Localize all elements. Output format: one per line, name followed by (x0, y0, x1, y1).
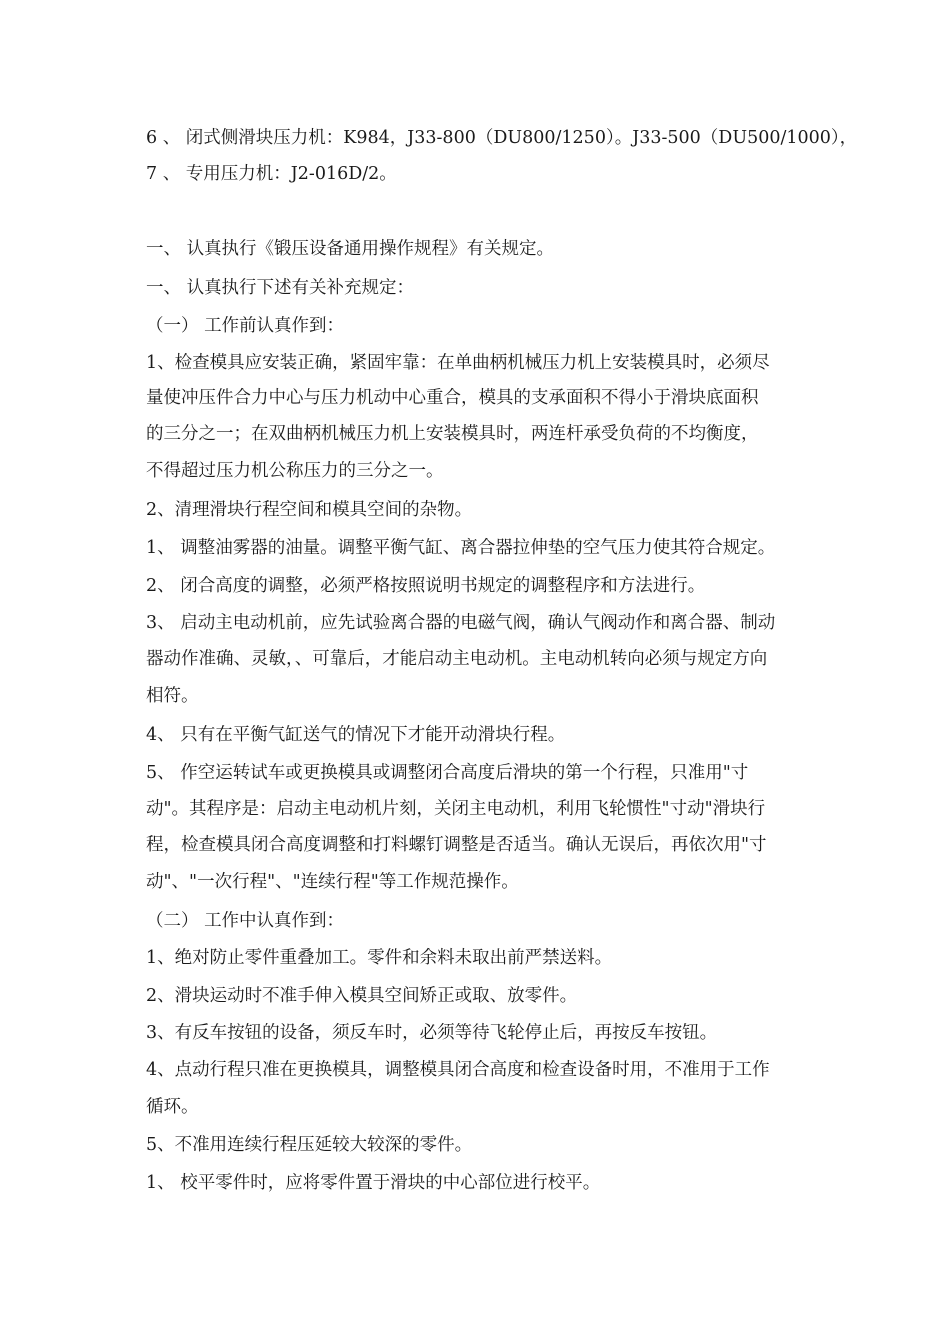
text-line: 的三分之一；在双曲柄机械压力机上安装模具时，两连杆承受负荷的不均衡度， (146, 424, 759, 444)
section-heading: （二） 工作中认真作到： (146, 911, 345, 931)
text-line: 量使冲压件合力中心与压力机动中心重合，模具的支承面积不得小于滑块底面积 (146, 388, 759, 408)
text-line: 一、 认真执行《锻压设备通用操作规程》有关规定。 (146, 239, 555, 259)
text-line: 程，检查模具闭合高度调整和打料螺钉调整是否适当。确认无误后，再依次用"寸 (146, 835, 767, 855)
text-line: 5、不准用连续行程压延较大较深的零件。 (146, 1135, 473, 1155)
text-line: 5、 作空运转试车或更换模具或调整闭合高度后滑块的第一个行程，只准用"寸 (146, 763, 749, 783)
text-line: 循环。 (146, 1097, 199, 1117)
text-line: 1、 调整油雾器的油量。调整平衡气缸、离合器拉伸垫的空气压力使其符合规定。 (146, 538, 776, 558)
text-line: 1、绝对防止零件重叠加工。零件和余料未取出前严禁送料。 (146, 948, 613, 968)
text-line: 相符。 (146, 686, 199, 706)
text-line: 动"。其程序是：启动主电动机片刻，关闭主电动机，利用飞轮惯性"寸动"滑块行 (146, 799, 766, 819)
text-line: 4、点动行程只准在更换模具，调整模具闭合高度和检查设备时用，不准用于工作 (146, 1060, 770, 1080)
text-line: 3、 启动主电动机前，应先试验离合器的电磁气阀，确认气阀动作和离合器、制动 (146, 613, 776, 633)
text-line: 1、 校平零件时，应将零件置于滑块的中心部位进行校平。 (146, 1173, 601, 1193)
text-line: 2、滑块运动时不准手伸入模具空间矫正或取、放零件。 (146, 986, 578, 1006)
text-line: 4、 只有在平衡气缸送气的情况下才能开动滑块行程。 (146, 725, 566, 745)
text-line: 不得超过压力机公称压力的三分之一。 (146, 461, 444, 481)
text-line: 2、清理滑块行程空间和模具空间的杂物。 (146, 500, 473, 520)
section-heading: （一） 工作前认真作到： (146, 316, 345, 336)
text-line: 7 、 专用压力机：J2-016D/2。 (146, 164, 397, 184)
text-line: 2、 闭合高度的调整，必须严格按照说明书规定的调整程序和方法进行。 (146, 576, 706, 596)
text-line: 3、有反车按钮的设备，须反车时，必须等待飞轮停止后，再按反车按钮。 (146, 1023, 718, 1043)
text-line: 器动作准确、灵敏，、可靠后，才能启动主电动机。主电动机转向必须与规定方向 (146, 649, 768, 669)
text-line: 动"、"一次行程"、"连续行程"等工作规范操作。 (146, 872, 519, 892)
text-line: 1、检查模具应安装正确，紧固牢靠：在单曲柄机械压力机上安装模具时，必须尽 (146, 353, 770, 373)
text-line: 6 、 闭式侧滑块压力机：K984，J33-800（DU800/1250）。J33-500（DU500/1000）， (146, 128, 858, 148)
text-line: 一、 认真执行下述有关补充规定： (146, 278, 415, 298)
